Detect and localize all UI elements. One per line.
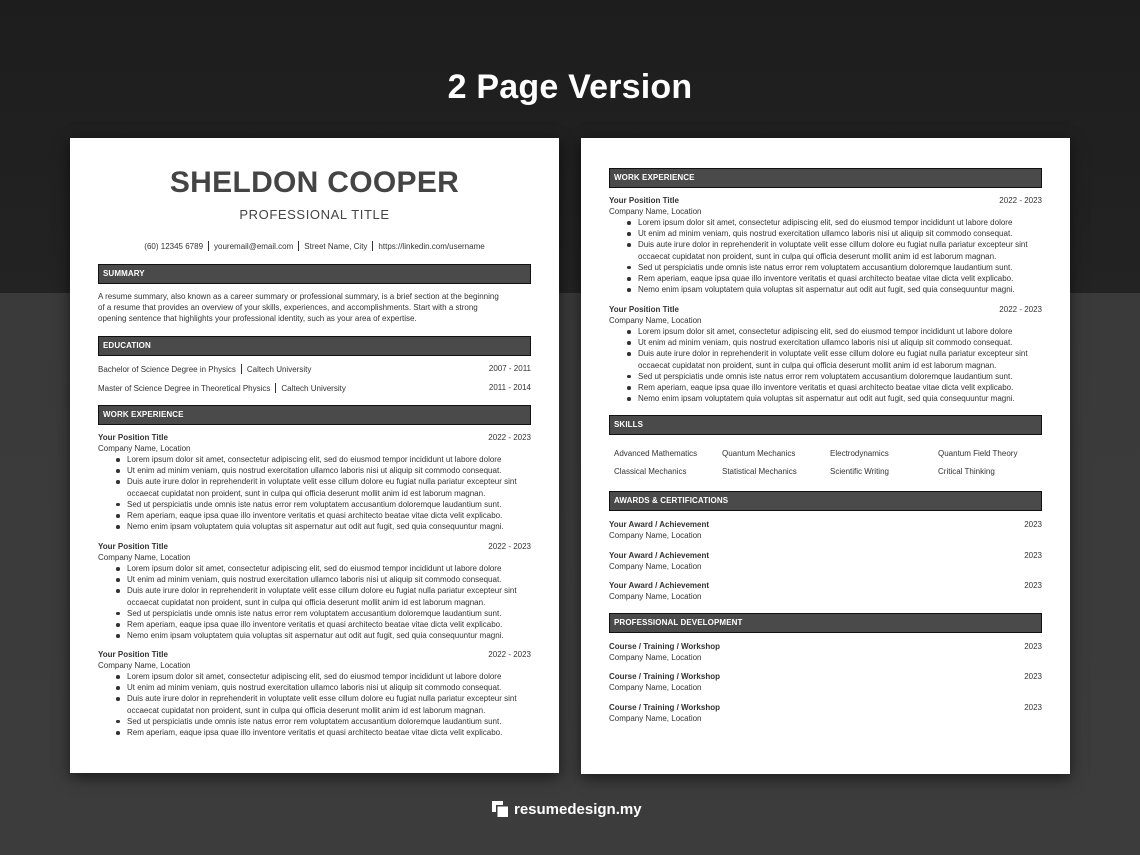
skill-item: Statistical Mechanics xyxy=(722,467,797,476)
job-dates: 2022 - 2023 xyxy=(488,542,531,551)
job-bullets xyxy=(98,671,531,738)
contact-line xyxy=(70,241,559,251)
job-title: Your Position Title xyxy=(609,305,679,314)
skill-item: Scientific Writing xyxy=(830,467,889,476)
skill-item: Electrodynamics xyxy=(830,449,889,458)
job-bullet: Lorem ipsum dolor sit amet, consectetur adipiscing elit, sed do eiusmod tempor incididunt ut labore dolore xyxy=(98,563,531,574)
divider xyxy=(372,241,373,251)
award-item xyxy=(609,519,1042,541)
job-bullet: Lorem ipsum dolor sit amet, consectetur adipiscing elit, sed do eiusmod tempor incididunt ut labore dolore xyxy=(609,217,1042,228)
award-year: 2023 xyxy=(1024,581,1042,590)
job-bullet: Ut enim ad minim veniam, quis nostrud exercitation ullamco laboris nisi ut aliquip sit commodo consequat. xyxy=(609,228,1042,239)
brand-name: resumedesign.my xyxy=(514,801,642,818)
job-bullet: Sed ut perspiciatis unde omnis iste natus error rem voluptatem accusantium doloremque laudantium sunt. xyxy=(609,262,1042,273)
contact-phone: (60) 12345 6789 xyxy=(144,242,204,251)
job-entry xyxy=(98,432,531,532)
divider xyxy=(208,241,209,251)
section-header-summary: SUMMARY xyxy=(98,264,531,284)
development-title: Course / Training / Workshop xyxy=(609,642,720,651)
job-bullet: Rem aperiam, eaque ipsa quae illo inventore veritatis et quasi architecto beatae vitae dicta velit explicabo. xyxy=(609,382,1042,393)
job-bullet: Nemo enim ipsam voluptatem quia voluptas sit aspernatur aut odit aut fugit, sed quia consequuntur magni. xyxy=(98,521,531,532)
section-header-work-experience: WORK EXPERIENCE xyxy=(609,168,1042,188)
education-degree: Master of Science Degree in Theoretical Physics xyxy=(98,384,271,393)
job-dates: 2022 - 2023 xyxy=(999,196,1042,205)
job-company: Company Name, Location xyxy=(609,316,702,325)
banner-title: 2 Page Version xyxy=(447,68,693,106)
job-bullet: Lorem ipsum dolor sit amet, consectetur adipiscing elit, sed do eiusmod tempor incididunt ut labore dolore xyxy=(98,454,531,465)
development-year: 2023 xyxy=(1024,672,1042,681)
section-header-skills: SKILLS xyxy=(609,415,1042,435)
education-dates: 2011 - 2014 xyxy=(488,383,531,392)
development-company: Company Name, Location xyxy=(609,683,702,692)
education-item xyxy=(98,364,531,374)
job-title: Your Position Title xyxy=(98,433,168,442)
education-school: Caltech University xyxy=(281,384,346,393)
section-header-work-experience: WORK EXPERIENCE xyxy=(98,405,531,425)
job-dates: 2022 - 2023 xyxy=(999,305,1042,314)
job-dates: 2022 - 2023 xyxy=(488,650,531,659)
award-company: Company Name, Location xyxy=(609,531,702,540)
job-company: Company Name, Location xyxy=(98,444,191,453)
job-bullet: Rem aperiam, eaque ipsa quae illo inventore veritatis et quasi architecto beatae vitae dicta velit explicabo. xyxy=(98,727,531,738)
education-dates: 2007 - 2011 xyxy=(488,364,531,373)
skill-item: Advanced Mathematics xyxy=(614,449,698,458)
award-company: Company Name, Location xyxy=(609,562,702,571)
divider xyxy=(298,241,299,251)
job-bullets xyxy=(98,563,531,641)
development-title: Course / Training / Workshop xyxy=(609,703,720,712)
job-bullet: Lorem ipsum dolor sit amet, consectetur adipiscing elit, sed do eiusmod tempor incididunt ut labore dolore xyxy=(98,671,531,682)
job-bullet: Sed ut perspiciatis unde omnis iste natus error rem voluptatem accusantium doloremque laudantium sunt. xyxy=(98,608,531,619)
contact-address: Street Name, City xyxy=(304,242,368,251)
skill-item: Classical Mechanics xyxy=(614,467,687,476)
job-bullet: Duis aute irure dolor in reprehenderit in voluptate velit esse cillum dolore eu fugiat nulla pariatur excepteur sint occaecat cupidatat non proident, sunt in culpa qui officia deserunt mollit anim id est laborum magnan. xyxy=(609,348,1042,370)
brand-logo-icon xyxy=(492,801,508,817)
education-school: Caltech University xyxy=(246,365,312,374)
job-bullet: Ut enim ad minim veniam, quis nostrud exercitation ullamco laboris nisi ut aliquip sit commodo consequat. xyxy=(609,337,1042,348)
development-item xyxy=(609,671,1042,693)
job-bullets xyxy=(98,454,531,532)
job-bullet: Ut enim ad minim veniam, quis nostrud exercitation ullamco laboris nisi ut aliquip sit commodo consequat. xyxy=(98,465,531,476)
skill-item: Critical Thinking xyxy=(938,467,995,476)
professional-title: PROFESSIONAL TITLE xyxy=(239,207,390,222)
job-title: Your Position Title xyxy=(609,196,679,205)
job-bullet: Duis aute irure dolor in reprehenderit in voluptate velit esse cillum dolore eu fugiat nulla pariatur excepteur sint occaecat cupidatat non proident, sunt in culpa qui officia deserunt mollit anim id est laborum magnan. xyxy=(609,239,1042,261)
job-company: Company Name, Location xyxy=(98,553,191,562)
job-bullet: Duis aute irure dolor in reprehenderit in voluptate velit esse cillum dolore eu fugiat nulla pariatur excepteur sint occaecat cupidatat non proident, sunt in culpa qui officia deserunt mollit anim id est laborum magnan. xyxy=(98,693,531,715)
job-company: Company Name, Location xyxy=(98,661,191,670)
job-title: Your Position Title xyxy=(98,650,168,659)
job-bullet: Sed ut perspiciatis unde omnis iste natus error rem voluptatem accusantium doloremque laudantium sunt. xyxy=(98,499,531,510)
job-title: Your Position Title xyxy=(98,542,168,551)
contact-email: youremail@email.com xyxy=(214,242,294,251)
resume-name: SHELDON COOPER xyxy=(169,166,460,199)
award-company: Company Name, Location xyxy=(609,592,702,601)
development-company: Company Name, Location xyxy=(609,714,702,723)
job-bullet: Nemo enim ipsam voluptatem quia voluptas sit aspernatur aut odit aut fugit, sed quia consequuntur magni. xyxy=(609,393,1042,404)
job-entry xyxy=(98,649,531,738)
summary-line: opening sentence that highlights your professional identity, such as your area of expertise. xyxy=(98,314,417,324)
summary-line: of a resume that provides an overview of your skills, experiences, and accomplishments. Start with a strong xyxy=(98,303,478,313)
section-header-professional-development: PROFESSIONAL DEVELOPMENT xyxy=(609,613,1042,633)
award-year: 2023 xyxy=(1024,551,1042,560)
job-entry xyxy=(98,541,531,641)
skill-item: Quantum Field Theory xyxy=(938,449,1018,458)
section-header-awards: AWARDS & CERTIFICATIONS xyxy=(609,491,1042,511)
job-bullet: Ut enim ad minim veniam, quis nostrud exercitation ullamco laboris nisi ut aliquip sit commodo consequat. xyxy=(98,682,531,693)
award-title: Your Award / Achievement xyxy=(609,520,710,529)
education-item xyxy=(98,383,531,393)
award-title: Your Award / Achievement xyxy=(609,581,710,590)
job-bullet: Rem aperiam, eaque ipsa quae illo inventore veritatis et quasi architecto beatae vitae dicta velit explicabo. xyxy=(609,273,1042,284)
job-bullet: Lorem ipsum dolor sit amet, consectetur adipiscing elit, sed do eiusmod tempor incididunt ut labore dolore xyxy=(609,326,1042,337)
education-degree: Bachelor of Science Degree in Physics xyxy=(98,365,236,374)
job-bullet: Sed ut perspiciatis unde omnis iste natus error rem voluptatem accusantium doloremque laudantium sunt. xyxy=(98,716,531,727)
job-bullet: Duis aute irure dolor in reprehenderit in voluptate velit esse cillum dolore eu fugiat nulla pariatur excepteur sint occaecat cupidatat non proident, sunt in culpa qui officia deserunt mollit anim id est laborum magnan. xyxy=(98,585,531,607)
summary-line: A resume summary, also known as a career summary or professional summary, is a brief section at the beginning xyxy=(98,292,499,301)
summary-text xyxy=(98,291,538,325)
award-title: Your Award / Achievement xyxy=(609,551,710,560)
award-item xyxy=(609,550,1042,572)
job-entry xyxy=(609,195,1042,295)
job-company: Company Name, Location xyxy=(609,207,702,216)
divider xyxy=(241,364,242,374)
divider xyxy=(275,383,276,393)
job-bullet: Nemo enim ipsam voluptatem quia voluptas sit aspernatur aut odit aut fugit, sed quia consequuntur magni. xyxy=(609,284,1042,295)
development-year: 2023 xyxy=(1024,703,1042,712)
award-item xyxy=(609,580,1042,602)
development-year: 2023 xyxy=(1024,642,1042,651)
resume-page-2 xyxy=(581,138,1070,774)
development-item xyxy=(609,702,1042,724)
job-bullet: Rem aperiam, eaque ipsa quae illo inventore veritatis et quasi architecto beatae vitae dicta velit explicabo. xyxy=(98,510,531,521)
contact-linkedin: https://linkedin.com/username xyxy=(378,242,485,251)
job-bullet: Rem aperiam, eaque ipsa quae illo inventore veritatis et quasi architecto beatae vitae dicta velit explicabo. xyxy=(98,619,531,630)
section-header-education: EDUCATION xyxy=(98,336,531,356)
job-bullets xyxy=(609,217,1042,295)
development-item xyxy=(609,641,1042,663)
resume-page-1 xyxy=(70,138,559,773)
job-bullets xyxy=(609,326,1042,404)
job-bullet: Ut enim ad minim veniam, quis nostrud exercitation ullamco laboris nisi ut aliquip sit commodo consequat. xyxy=(98,574,531,585)
job-entry xyxy=(609,304,1042,404)
job-bullet: Duis aute irure dolor in reprehenderit in voluptate velit esse cillum dolore eu fugiat nulla pariatur excepteur sint occaecat cupidatat non proident, sunt in culpa qui officia deserunt mollit anim id est laborum magnan. xyxy=(98,476,531,498)
development-title: Course / Training / Workshop xyxy=(609,672,720,681)
job-bullet: Sed ut perspiciatis unde omnis iste natus error rem voluptatem accusantium doloremque laudantium sunt. xyxy=(609,371,1042,382)
development-company: Company Name, Location xyxy=(609,653,702,662)
job-bullet: Nemo enim ipsam voluptatem quia voluptas sit aspernatur aut odit aut fugit, sed quia consequuntur magni. xyxy=(98,630,531,641)
skill-item: Quantum Mechanics xyxy=(722,449,796,458)
job-dates: 2022 - 2023 xyxy=(488,433,531,442)
award-year: 2023 xyxy=(1024,520,1042,529)
